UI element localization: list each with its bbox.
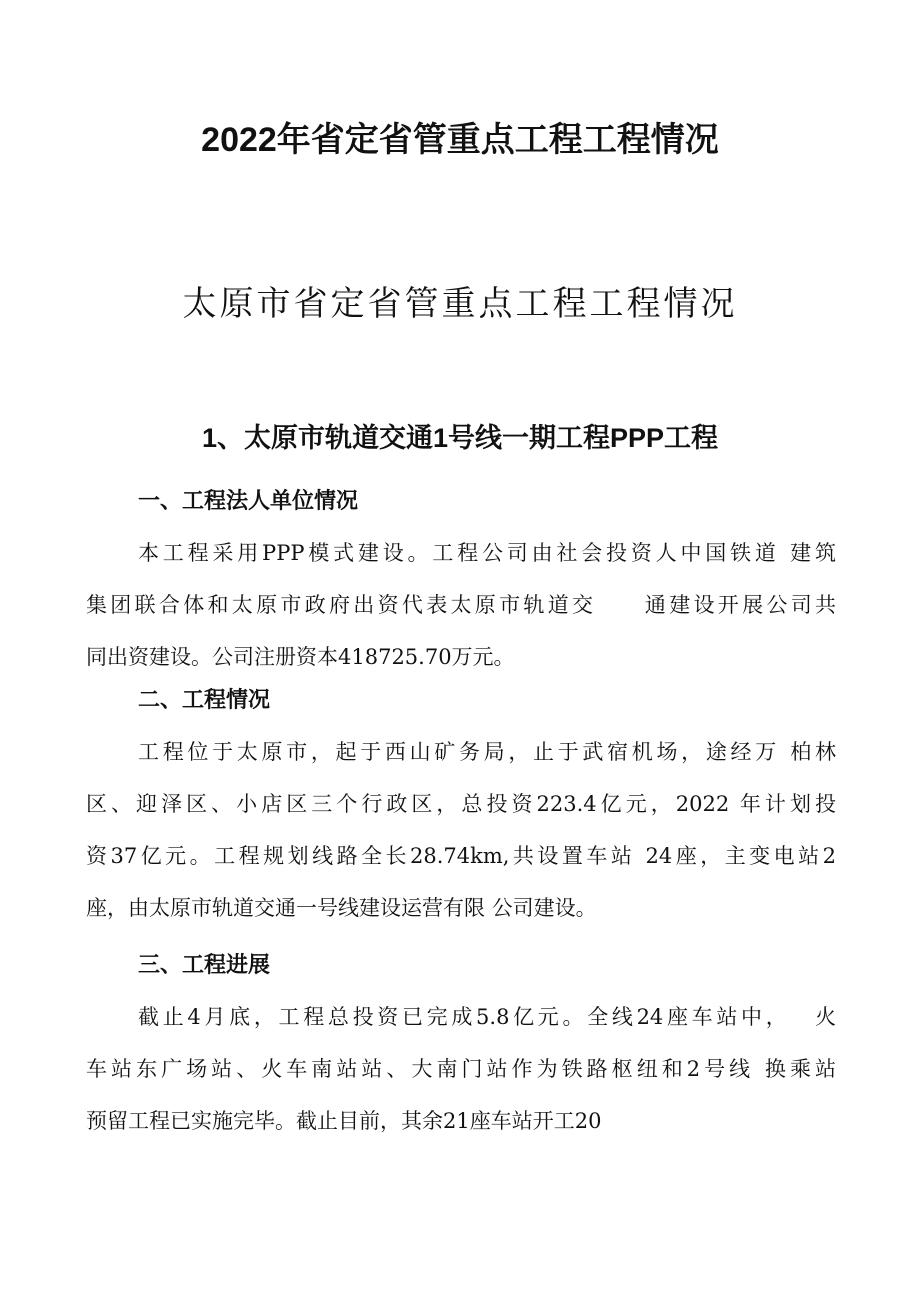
- paragraph-line: 同出资建设。公司注册资本418725.70万元。: [86, 645, 515, 669]
- paragraph-line: 区、迎泽区、小店区三个行政区，总投资223.4亿元，2022 年计划投: [86, 792, 836, 816]
- paragraph-line: 车站东广场站、火车南站站、大南门站作为铁路枢纽和2号线 换乘站: [86, 1057, 836, 1081]
- paragraph-line: 资37亿元。工程规划线路全长28.74km,共设置车站 24座，主变电站2: [86, 844, 836, 868]
- paragraph-line: 本工程采用PPP模式建设。工程公司由社会投资人中国铁道 建筑: [138, 541, 836, 565]
- paragraph-line: 预留工程已实施完毕。截止目前，其余21座车站开工20: [86, 1109, 602, 1133]
- paragraph-line: 集团联合体和太原市政府出资代表太原市轨道交 通建设开展公司共: [86, 593, 836, 617]
- project-title: 1、太原市轨道交通1号线一期工程PPP工程: [201, 423, 719, 453]
- main-title: 2022年省定省管重点工程工程情况: [201, 121, 719, 159]
- section-heading-progress: 三、工程进展: [138, 952, 271, 977]
- section-heading-legal-entity: 一、工程法人单位情况: [138, 488, 359, 513]
- city-title: 太原市省定省管重点工程工程情况: [182, 284, 738, 324]
- paragraph-line: 工程位于太原市，起于西山矿务局，止于武宿机场，途经万 柏林: [138, 740, 836, 764]
- paragraph-line: 截止4月底，工程总投资已完成5.8亿元。全线24座车站中， 火: [138, 1005, 836, 1029]
- paragraph-line: 座，由太原市轨道交通一号线建设运营有限 公司建设。: [86, 896, 597, 920]
- section-heading-project-overview: 二、工程情况: [138, 687, 271, 712]
